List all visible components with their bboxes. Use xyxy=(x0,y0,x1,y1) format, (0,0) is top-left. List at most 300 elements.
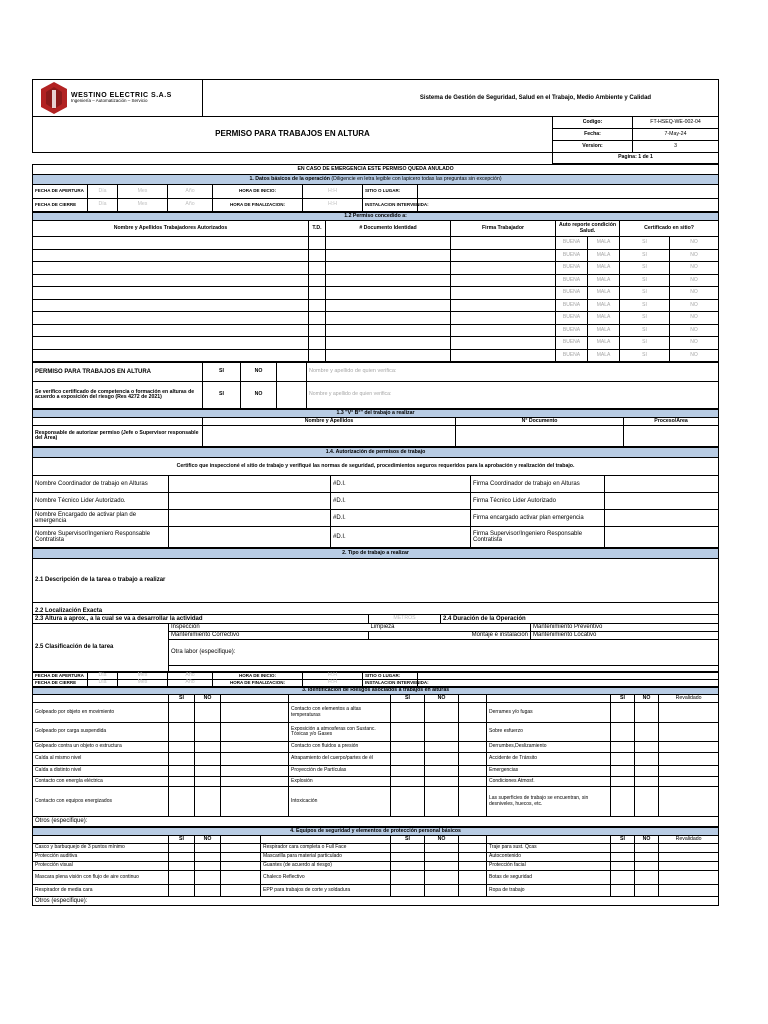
worker-row xyxy=(33,274,719,287)
clasif-label: 2.5 Clasificación de la tarea xyxy=(33,624,169,672)
worker-td[interactable] xyxy=(309,324,326,337)
version-label: Version: xyxy=(553,141,633,153)
health-mala[interactable]: MALA xyxy=(588,349,620,362)
health-mala[interactable]: MALA xyxy=(588,262,620,275)
epp-row xyxy=(33,862,719,871)
item-si-check[interactable] xyxy=(611,742,635,753)
item-no-check[interactable] xyxy=(425,777,459,787)
section-4-table xyxy=(32,827,719,906)
item-si-check[interactable] xyxy=(611,862,635,871)
auth-right-label: Firma Técnico Lider Autorizado xyxy=(471,493,605,510)
item-spacer xyxy=(459,777,487,787)
item-no-check[interactable] xyxy=(195,885,221,897)
worker-name[interactable] xyxy=(33,262,309,275)
apertura-dia-2[interactable]: Día xyxy=(88,673,118,680)
worker-signature[interactable] xyxy=(451,287,556,300)
clasif-mant-prev[interactable]: Mantenimiento Preventivo xyxy=(531,624,719,632)
section-3-table xyxy=(32,687,719,827)
item-no-check[interactable] xyxy=(635,723,659,742)
section-1-title: 1. Datos básicos de la operación xyxy=(249,175,330,182)
col-firma: Firma Trabajador xyxy=(451,221,556,237)
item-no-check[interactable] xyxy=(195,742,221,753)
cierre-dia-2[interactable]: Día xyxy=(88,680,118,687)
item-label: Guantes (de acuerdo al riesgo) xyxy=(261,862,391,871)
item-revalidado[interactable] xyxy=(659,853,719,862)
item-no-check[interactable] xyxy=(425,703,459,723)
worker-name[interactable] xyxy=(33,312,309,325)
item-si-check[interactable] xyxy=(169,753,195,766)
cert-no[interactable]: NO xyxy=(670,324,719,337)
worker-row xyxy=(33,249,719,262)
health-buena[interactable]: BUENA xyxy=(556,349,588,362)
item-spacer xyxy=(221,723,289,742)
hora-fin-label-2: HORA DE FINALIZACION: xyxy=(213,680,303,687)
clasif-limpieza[interactable]: Limpieza xyxy=(369,624,531,632)
item-no-check[interactable] xyxy=(635,862,659,871)
apertura-ano-2[interactable]: Año xyxy=(168,673,213,680)
item-revalidado[interactable] xyxy=(659,885,719,897)
item-si-check[interactable] xyxy=(391,862,425,871)
item-no-check[interactable] xyxy=(425,871,459,885)
health-buena[interactable]: BUENA xyxy=(556,249,588,262)
item-si-check[interactable] xyxy=(611,753,635,766)
health-mala[interactable]: MALA xyxy=(588,337,620,350)
auth-row xyxy=(33,476,719,493)
permiso-no[interactable]: NO xyxy=(241,363,277,382)
item-si-check[interactable] xyxy=(169,742,195,753)
auth-di[interactable]: #D.I. xyxy=(331,527,471,548)
cert-no[interactable]: NO xyxy=(670,249,719,262)
verifica-1[interactable]: Nombre y apellido de quien verifica: xyxy=(307,363,719,382)
cert-no[interactable]: NO xyxy=(670,237,719,250)
worker-name[interactable] xyxy=(33,324,309,337)
item-no-check[interactable] xyxy=(195,862,221,871)
col-cert: Certificado en sitio? xyxy=(620,221,719,237)
worker-doc[interactable] xyxy=(326,312,451,325)
item-no-check[interactable] xyxy=(635,766,659,777)
item-no-check[interactable] xyxy=(195,777,221,787)
s4-no-3: NO xyxy=(635,836,659,844)
hora-fin-label: HORA DE FINALIZACION: xyxy=(213,199,303,212)
worker-row xyxy=(33,312,719,325)
cert-si[interactable]: SI xyxy=(620,337,670,350)
cert-label: Se verifico certificado de competencia o formación en alturas de acuerdo a exposición del riesgo (Res 4272 de 2021) xyxy=(33,382,203,409)
item-no-check[interactable] xyxy=(635,871,659,885)
cert-si[interactable]: SI xyxy=(620,299,670,312)
health-mala[interactable]: MALA xyxy=(588,287,620,300)
worker-signature[interactable] xyxy=(451,249,556,262)
worker-signature[interactable] xyxy=(451,312,556,325)
item-si-check[interactable] xyxy=(391,844,425,853)
cert-si[interactable]: SI xyxy=(620,287,670,300)
auth-body xyxy=(33,476,719,548)
worker-td[interactable] xyxy=(309,262,326,275)
apertura-dia[interactable]: Día xyxy=(88,185,118,199)
item-no-check[interactable] xyxy=(425,742,459,753)
cert-no[interactable]: NO xyxy=(670,287,719,300)
worker-doc[interactable] xyxy=(326,249,451,262)
worker-td[interactable] xyxy=(309,337,326,350)
worker-signature[interactable] xyxy=(451,337,556,350)
risk-row xyxy=(33,766,719,777)
item-no-check[interactable] xyxy=(635,753,659,766)
item-si-check[interactable] xyxy=(391,703,425,723)
worker-doc[interactable] xyxy=(326,287,451,300)
item-no-check[interactable] xyxy=(635,844,659,853)
item-si-check[interactable] xyxy=(169,871,195,885)
auth-left-label: Nombre Supervisor/Ingeniero Responsable Contratista xyxy=(33,527,169,548)
cert-no[interactable]: NO xyxy=(241,382,277,409)
worker-row xyxy=(33,337,719,350)
worker-signature[interactable] xyxy=(451,324,556,337)
item-no-check[interactable] xyxy=(425,766,459,777)
item-si-check[interactable] xyxy=(391,885,425,897)
metros[interactable]: METROS xyxy=(369,615,441,624)
worker-doc[interactable] xyxy=(326,337,451,350)
clasif-mant-corr[interactable]: Mantenimiento Correctivo xyxy=(169,632,369,640)
worker-name[interactable] xyxy=(33,237,309,250)
cert-si[interactable]: SI xyxy=(620,312,670,325)
cierre-dia[interactable]: Día xyxy=(88,199,118,212)
auth-signature-value[interactable] xyxy=(605,493,719,510)
item-revalidado[interactable] xyxy=(659,871,719,885)
resp-doc[interactable] xyxy=(456,426,624,447)
health-buena[interactable]: BUENA xyxy=(556,287,588,300)
worker-signature[interactable] xyxy=(451,274,556,287)
instalacion-value-2[interactable] xyxy=(418,680,719,687)
item-si-check[interactable] xyxy=(611,766,635,777)
item-label: Atrapamiento del cuerpo/partes de él xyxy=(289,753,391,766)
item-no-check[interactable] xyxy=(425,853,459,862)
clasif-montaje[interactable]: Montaje e instalación xyxy=(369,632,531,640)
health-buena[interactable]: BUENA xyxy=(556,312,588,325)
auth-signature-value[interactable] xyxy=(605,527,719,548)
item-label: Accidente de Tránsito xyxy=(487,753,611,766)
item-revalidado[interactable] xyxy=(659,723,719,742)
risk-row xyxy=(33,777,719,787)
item-spacer xyxy=(221,862,261,871)
item-si-check[interactable] xyxy=(611,871,635,885)
item-no-check[interactable] xyxy=(195,844,221,853)
section-1-3-table xyxy=(32,409,719,447)
item-label: Chaleco Reflectivo xyxy=(261,871,391,885)
cierre-mes-2[interactable]: Mes xyxy=(118,680,168,687)
clasif-mant-loc[interactable]: Mantenimiento Locativo xyxy=(531,632,719,640)
desc-value[interactable] xyxy=(169,559,719,603)
worker-doc[interactable] xyxy=(326,274,451,287)
cert-si[interactable]: SI xyxy=(620,249,670,262)
health-buena[interactable]: BUENA xyxy=(556,237,588,250)
worker-td[interactable] xyxy=(309,237,326,250)
worker-signature[interactable] xyxy=(451,262,556,275)
cierre-ano[interactable]: Año xyxy=(168,199,213,212)
health-buena[interactable]: BUENA xyxy=(556,262,588,275)
worker-doc[interactable] xyxy=(326,299,451,312)
doc-title: PERMISO PARA TRABAJOS EN ALTURA xyxy=(33,117,553,153)
item-spacer xyxy=(459,723,487,742)
item-revalidado[interactable] xyxy=(659,703,719,723)
item-no-check[interactable] xyxy=(195,853,221,862)
item-si-check[interactable] xyxy=(611,703,635,723)
item-si-check[interactable] xyxy=(611,844,635,853)
health-mala[interactable]: MALA xyxy=(588,312,620,325)
cert-si[interactable]: SI xyxy=(203,382,241,409)
system-title: Sistema de Gestión de Seguridad, Salud en el Trabajo, Medio Ambiente y Calidad xyxy=(203,80,719,117)
item-no-check[interactable] xyxy=(195,787,221,817)
auth-di[interactable]: #D.I. xyxy=(331,476,471,493)
s4-revalidado: Revalidado xyxy=(659,836,719,844)
worker-td[interactable] xyxy=(309,299,326,312)
sitio-value[interactable] xyxy=(418,185,719,199)
item-no-check[interactable] xyxy=(195,753,221,766)
worker-row xyxy=(33,299,719,312)
sitio-value-2[interactable] xyxy=(418,673,719,680)
item-si-check[interactable] xyxy=(611,787,635,817)
hora-inicio-value[interactable]: H:H xyxy=(303,185,363,199)
s3-no-3: NO xyxy=(635,695,659,703)
item-si-check[interactable] xyxy=(391,766,425,777)
item-no-check[interactable] xyxy=(425,885,459,897)
cert-si[interactable]: SI xyxy=(620,237,670,250)
item-label: Explosión xyxy=(289,777,391,787)
section-2-table xyxy=(32,548,719,672)
item-label: Mascara plena visión con flujo de aire continuo xyxy=(33,871,169,885)
item-no-check[interactable] xyxy=(195,703,221,723)
item-si-check[interactable] xyxy=(391,871,425,885)
company-logo xyxy=(41,82,67,114)
item-no-check[interactable] xyxy=(635,777,659,787)
health-buena[interactable]: BUENA xyxy=(556,299,588,312)
cierre-mes[interactable]: Mes xyxy=(118,199,168,212)
item-no-check[interactable] xyxy=(635,787,659,817)
item-label: Golpeado por carga suspendida xyxy=(33,723,169,742)
section-1-4-title: 1.4. Autorización de permisos de trabajo xyxy=(33,448,719,458)
health-buena[interactable]: BUENA xyxy=(556,337,588,350)
hora-inicio-value-2[interactable]: H:H xyxy=(303,673,363,680)
loc-value[interactable] xyxy=(169,603,719,615)
item-si-check[interactable] xyxy=(169,766,195,777)
item-label: Condiciones Atmosf. xyxy=(487,777,611,787)
item-si-check[interactable] xyxy=(391,777,425,787)
item-no-check[interactable] xyxy=(425,723,459,742)
auth-di[interactable]: #D.I. xyxy=(331,493,471,510)
item-no-check[interactable] xyxy=(195,871,221,885)
item-label: Exposición a atmosferas con Sustanc. Tóxicas y/o Gases xyxy=(289,723,391,742)
item-spacer xyxy=(459,742,487,753)
sitio-label: SITIO O LUGAR: xyxy=(363,185,418,199)
auth-name-value[interactable] xyxy=(169,510,331,527)
hora-fin-value-2[interactable]: H:H xyxy=(303,680,363,687)
clasif-inspeccion[interactable]: Inspección xyxy=(169,624,369,632)
hora-fin-value[interactable]: H:H xyxy=(303,199,363,212)
resp-proc[interactable] xyxy=(624,426,719,447)
item-no-check[interactable] xyxy=(635,853,659,862)
item-revalidado[interactable] xyxy=(659,766,719,777)
item-label: Contacto con energía eléctrica xyxy=(33,777,169,787)
worker-signature[interactable] xyxy=(451,349,556,362)
item-si-check[interactable] xyxy=(611,777,635,787)
item-label: Derrumbes,Deslizamiento xyxy=(487,742,611,753)
item-si-check[interactable] xyxy=(391,853,425,862)
s4-otros[interactable]: Otros (especifique): xyxy=(33,897,719,906)
health-mala[interactable]: MALA xyxy=(588,274,620,287)
item-revalidado[interactable] xyxy=(659,844,719,853)
worker-row xyxy=(33,287,719,300)
item-label: Golpeado contra un objeto o estructura xyxy=(33,742,169,753)
section-1-4-table xyxy=(32,447,719,548)
cert-no[interactable]: NO xyxy=(670,312,719,325)
item-revalidado[interactable] xyxy=(659,742,719,753)
auth-name-value[interactable] xyxy=(169,493,331,510)
item-no-check[interactable] xyxy=(635,885,659,897)
worker-td[interactable] xyxy=(309,274,326,287)
item-si-check[interactable] xyxy=(169,777,195,787)
auth-signature-value[interactable] xyxy=(605,476,719,493)
item-no-check[interactable] xyxy=(425,844,459,853)
s3-otros[interactable]: Otros (especifique): xyxy=(33,817,719,827)
item-no-check[interactable] xyxy=(195,766,221,777)
cert-si[interactable]: SI xyxy=(620,349,670,362)
cierre-ano-2[interactable]: Año xyxy=(168,680,213,687)
item-label: Traje para sust. Qcas xyxy=(487,844,611,853)
item-spacer xyxy=(459,862,487,871)
worker-doc[interactable] xyxy=(326,324,451,337)
item-no-check[interactable] xyxy=(195,723,221,742)
worker-td[interactable] xyxy=(309,349,326,362)
epp-row xyxy=(33,844,719,853)
item-si-check[interactable] xyxy=(391,787,425,817)
worker-doc[interactable] xyxy=(326,237,451,250)
item-no-check[interactable] xyxy=(425,862,459,871)
item-revalidado[interactable] xyxy=(659,787,719,817)
apertura-mes-2[interactable]: Mes xyxy=(118,673,168,680)
item-label: Contacto con fluidos a presión xyxy=(289,742,391,753)
col-vb-nombre: Nombre y Apellidos xyxy=(203,418,456,426)
item-revalidado[interactable] xyxy=(659,862,719,871)
auth-signature-value[interactable] xyxy=(605,510,719,527)
cert-no[interactable]: NO xyxy=(670,337,719,350)
fecha-apertura-label-2: FECHA DE APERTURA xyxy=(33,673,88,680)
worker-doc[interactable] xyxy=(326,262,451,275)
item-si-check[interactable] xyxy=(169,703,195,723)
item-spacer xyxy=(459,753,487,766)
item-no-check[interactable] xyxy=(425,753,459,766)
auth-name-value[interactable] xyxy=(169,527,331,548)
item-no-check[interactable] xyxy=(425,787,459,817)
cert-si[interactable]: SI xyxy=(620,262,670,275)
health-buena[interactable]: BUENA xyxy=(556,324,588,337)
worker-row xyxy=(33,324,719,337)
sitio-label-2: SITIO O LUGAR: xyxy=(363,673,418,680)
s3-no-1: NO xyxy=(195,695,221,703)
health-mala[interactable]: MALA xyxy=(588,324,620,337)
item-no-check[interactable] xyxy=(635,742,659,753)
item-si-check[interactable] xyxy=(169,723,195,742)
item-label: Respirador de media cara xyxy=(33,885,169,897)
risk-row xyxy=(33,723,719,742)
item-si-check[interactable] xyxy=(169,787,195,817)
item-si-check[interactable] xyxy=(611,885,635,897)
permiso-si[interactable]: SI xyxy=(203,363,241,382)
health-mala[interactable]: MALA xyxy=(588,237,620,250)
health-mala[interactable]: MALA xyxy=(588,299,620,312)
item-si-check[interactable] xyxy=(169,885,195,897)
auth-row xyxy=(33,527,719,548)
risk-row xyxy=(33,753,719,766)
item-si-check[interactable] xyxy=(391,742,425,753)
worker-name[interactable] xyxy=(33,299,309,312)
epp-body xyxy=(33,844,719,897)
item-si-check[interactable] xyxy=(169,862,195,871)
item-label: Sobre esfuerzo xyxy=(487,723,611,742)
auth-name-value[interactable] xyxy=(169,476,331,493)
cert-si[interactable]: SI xyxy=(620,324,670,337)
auth-right-label: Firma Supervisor/Ingeniero Responsable Contratista xyxy=(471,527,605,548)
worker-name[interactable] xyxy=(33,274,309,287)
fecha-label: Fecha: xyxy=(553,129,633,141)
worker-doc[interactable] xyxy=(326,349,451,362)
item-spacer xyxy=(221,871,261,885)
item-si-check[interactable] xyxy=(391,753,425,766)
health-buena[interactable]: BUENA xyxy=(556,274,588,287)
health-mala[interactable]: MALA xyxy=(588,249,620,262)
item-revalidado[interactable] xyxy=(659,753,719,766)
item-si-check[interactable] xyxy=(611,723,635,742)
apertura-ano[interactable]: Año xyxy=(168,185,213,199)
item-label: Botas de seguridad xyxy=(487,871,611,885)
worker-name[interactable] xyxy=(33,287,309,300)
item-si-check[interactable] xyxy=(391,723,425,742)
worker-td[interactable] xyxy=(309,249,326,262)
cert-si[interactable]: SI xyxy=(620,274,670,287)
verifica-2[interactable]: Nombre y apellido de quien verifica: xyxy=(307,382,719,409)
apertura-mes[interactable]: Mes xyxy=(118,185,168,199)
item-si-check[interactable] xyxy=(169,853,195,862)
item-spacer xyxy=(459,871,487,885)
item-si-check[interactable] xyxy=(169,844,195,853)
worker-name[interactable] xyxy=(33,349,309,362)
worker-td[interactable] xyxy=(309,312,326,325)
auth-di[interactable]: #D.I. xyxy=(331,510,471,527)
item-label: Caída a distinto nivel xyxy=(33,766,169,777)
worker-row xyxy=(33,262,719,275)
item-spacer xyxy=(221,885,261,897)
cert-no[interactable]: NO xyxy=(670,262,719,275)
emergency-note: EN CASO DE EMERGENCIA ESTE PERMISO QUEDA ANULADO xyxy=(33,165,719,175)
worker-name[interactable] xyxy=(33,337,309,350)
instalacion-value[interactable] xyxy=(418,199,719,212)
resp-nombre[interactable] xyxy=(203,426,456,447)
clasif-otra[interactable]: Otra labor (especifique): xyxy=(169,640,719,666)
item-spacer xyxy=(221,703,289,723)
item-spacer xyxy=(221,753,289,766)
item-no-check[interactable] xyxy=(635,703,659,723)
fecha-cierre-label: FECHA DE CIERRE xyxy=(33,199,88,212)
cert-no[interactable]: NO xyxy=(670,274,719,287)
section-1-header xyxy=(33,175,719,185)
worker-signature[interactable] xyxy=(451,299,556,312)
col-doc: # Documento Identidad xyxy=(326,221,451,237)
cert-no[interactable]: NO xyxy=(670,349,719,362)
worker-signature[interactable] xyxy=(451,237,556,250)
cert-no[interactable]: NO xyxy=(670,299,719,312)
item-si-check[interactable] xyxy=(611,853,635,862)
item-revalidado[interactable] xyxy=(659,777,719,787)
item-spacer xyxy=(459,703,487,723)
section-1-note: (Diligencie en letra legible con lapicero todas las preguntas sin excepción) xyxy=(331,175,502,182)
worker-name[interactable] xyxy=(33,249,309,262)
worker-td[interactable] xyxy=(309,287,326,300)
